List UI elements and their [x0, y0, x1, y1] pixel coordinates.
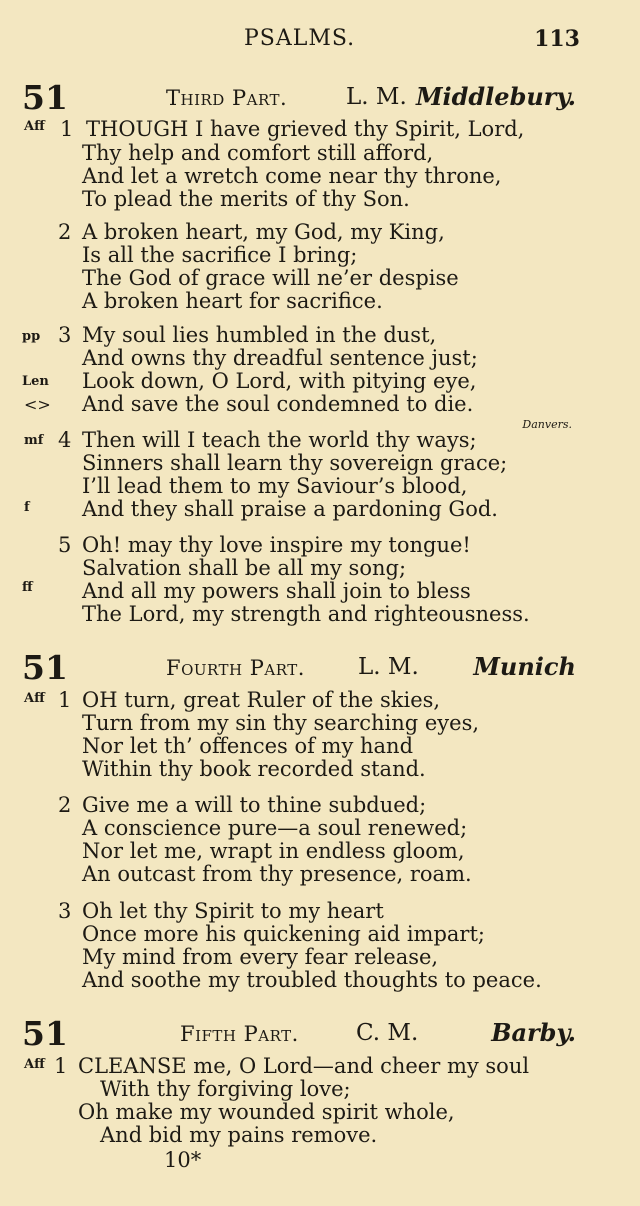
verse-line: Oh make my wounded spirit whole,: [78, 1100, 455, 1124]
verse-line: Oh let thy Spirit to my heart: [82, 899, 384, 923]
verse-line: CLEANSE me, O Lord—and cheer my soul: [78, 1054, 530, 1078]
section-heading: [0, 1014, 640, 1052]
verse-line: A broken heart, my God, my King,: [82, 220, 445, 244]
running-title: PSALMS.: [244, 26, 356, 51]
dynamic-mark: pp: [22, 329, 41, 344]
section-heading: [0, 78, 640, 116]
verse-line: Nor let me, wrapt in endless gloom,: [82, 839, 465, 863]
verse-number: 3: [58, 323, 72, 347]
tune-name: Middlebury.: [415, 82, 576, 111]
verse-number: 5: [58, 533, 72, 557]
meter: L. M.: [358, 654, 419, 680]
verse-line: Turn from my sin thy searching eyes,: [82, 711, 480, 735]
verse-line: Then will I teach the world thy ways;: [82, 428, 477, 452]
verse-line: Look down, O Lord, with pitying eye,: [82, 369, 477, 393]
verse-line: Within thy book recorded stand.: [82, 757, 426, 781]
part-title: Fifth Part.: [180, 1022, 299, 1046]
dynamic-mark: Len: [22, 374, 49, 389]
verse-line: And save the soul condemned to die.: [82, 392, 474, 416]
meter: L. M.: [346, 84, 407, 110]
dynamic-mark: Aff: [24, 119, 45, 134]
composer-note: Danvers.: [522, 418, 572, 431]
verse-line: To plead the merits of thy Son.: [82, 187, 410, 211]
verse-line: A conscience pure—a soul renewed;: [82, 816, 468, 840]
verse-line: Oh! may thy love inspire my tongue!: [82, 533, 471, 557]
verse-line: My mind from every fear release,: [82, 945, 439, 969]
verse-line: With thy forgiving love;: [100, 1077, 351, 1101]
verse-line: Sinners shall learn thy sovereign grace;: [82, 451, 508, 475]
part-title: Fourth Part.: [166, 656, 305, 680]
verse-number: 1: [54, 1054, 68, 1078]
verse-number: 1: [60, 117, 74, 141]
verse-line: My soul lies humbled in the dust,: [82, 323, 437, 347]
verse-line: And they shall praise a pardoning God.: [82, 497, 498, 521]
verse-number: 2: [58, 220, 72, 244]
dynamic-mark: Aff: [24, 1057, 45, 1072]
verse-line: OH turn, great Ruler of the skies,: [82, 688, 441, 712]
psalm-number: 51: [22, 1014, 68, 1053]
verse-line: Is all the sacrifice I bring;: [82, 243, 358, 267]
crescendo-mark: <>: [24, 395, 51, 414]
meter: C. M.: [356, 1020, 419, 1046]
page-number: 113: [534, 26, 580, 52]
dynamic-mark: ff: [22, 580, 33, 595]
verse-number: 4: [58, 428, 72, 452]
verse-line: A broken heart for sacrifice.: [82, 289, 383, 313]
part-title: Third Part.: [166, 86, 288, 110]
verse-line: Salvation shall be all my song;: [82, 556, 407, 580]
verse-line: And let a wretch come near thy throne,: [82, 164, 502, 188]
verse-line: Give me a will to thine subdued;: [82, 793, 427, 817]
psalm-number: 51: [22, 78, 68, 117]
verse-line: And all my powers shall join to bless: [82, 579, 471, 603]
verse-number: 3: [58, 899, 72, 923]
tune-name: Barby.: [491, 1018, 576, 1047]
section-heading: [0, 648, 640, 686]
verse-number: 1: [58, 688, 72, 712]
signature-mark: 10*: [164, 1148, 202, 1172]
verse-line: I’ll lead them to my Saviour’s blood,: [82, 474, 468, 498]
psalm-number: 51: [22, 648, 68, 687]
verse-line: And soothe my troubled thoughts to peace.: [82, 968, 542, 992]
dynamic-mark: Aff: [24, 691, 45, 706]
verse-line: THOUGH I have grieved thy Spirit, Lord,: [86, 117, 525, 141]
verse-line: Once more his quickening aid impart;: [82, 922, 485, 946]
verse-line: And bid my pains remove.: [100, 1123, 378, 1147]
verse-line: An outcast from thy presence, roam.: [82, 862, 472, 886]
dynamic-mark: f: [24, 500, 30, 515]
dynamic-mark: mf: [24, 433, 44, 448]
verse-line: And owns thy dreadful sentence just;: [82, 346, 478, 370]
running-head: [0, 26, 640, 56]
verse-line: The Lord, my strength and righteousness.: [82, 602, 530, 626]
verse-line: Thy help and comfort still afford,: [82, 141, 434, 165]
verse-line: Nor let th’ offences of my hand: [82, 734, 414, 758]
verse-number: 2: [58, 793, 72, 817]
tune-name: Munich: [473, 652, 576, 681]
verse-line: The God of grace will ne’er despise: [82, 266, 459, 290]
